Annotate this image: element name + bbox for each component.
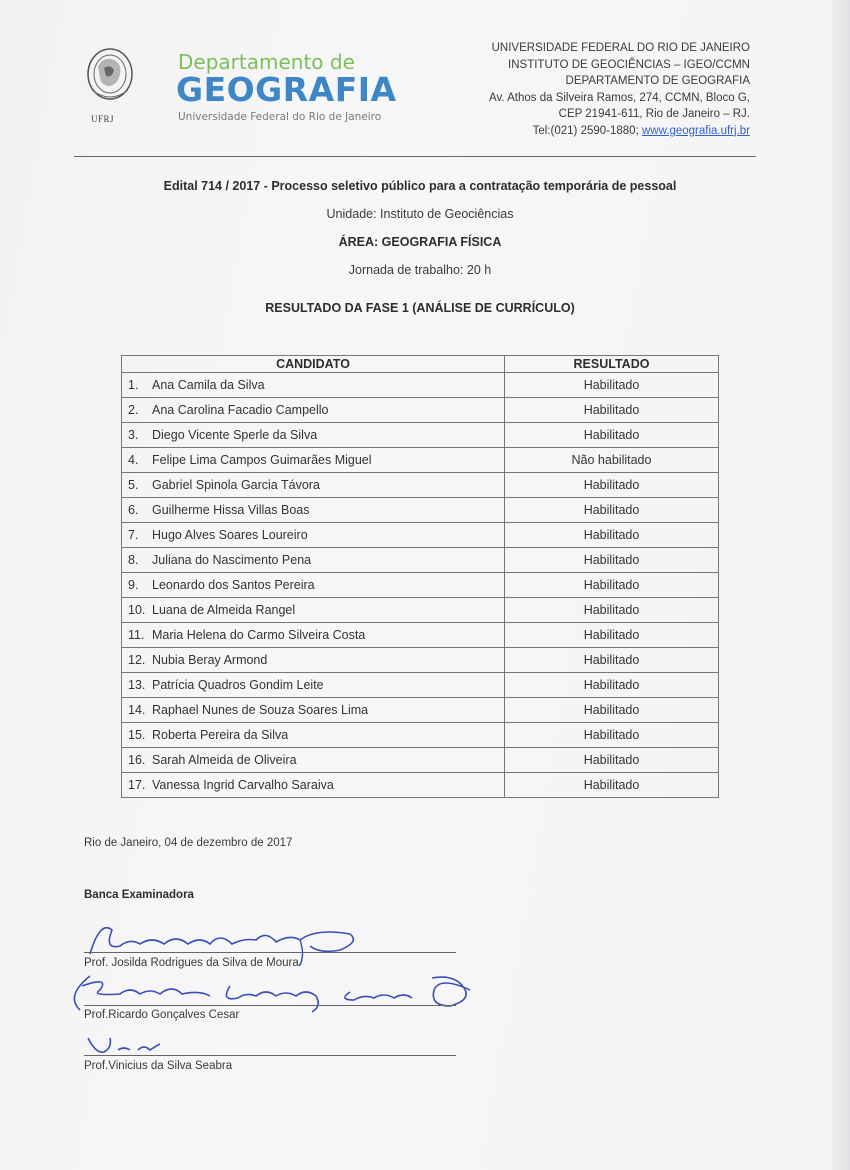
unidade-line: Unidade: Instituto de Geociências xyxy=(326,207,514,221)
table-row xyxy=(122,473,719,498)
candidate-cell xyxy=(122,398,505,423)
address-line: Av. Athos da Silveira Ramos, 274, CCMN, Bloco G, xyxy=(489,91,750,104)
resultado-heading: RESULTADO DA FASE 1 (ANÁLISE DE CURRÍCULO) xyxy=(265,301,575,315)
candidate-cell xyxy=(122,473,505,498)
signatory-name: Prof. Josilda Rodrigues da Silva de Moura xyxy=(84,957,299,969)
logo-geografia: GEOGRAFIA xyxy=(176,70,397,109)
table-row xyxy=(122,698,719,723)
candidate-cell xyxy=(122,373,505,398)
candidate-number: 12. xyxy=(128,653,146,667)
jornada-line: Jornada de trabalho: 20 h xyxy=(348,263,492,277)
header-divider xyxy=(74,156,756,157)
address-line: CEP 21941-611, Rio de Janeiro – RJ. xyxy=(558,108,750,120)
candidate-cell xyxy=(122,598,505,623)
result-cell: Habilitado xyxy=(505,648,719,673)
candidate-name: Ana Camila da Silva xyxy=(152,378,265,392)
result-cell: Habilitado xyxy=(505,398,719,423)
table-row xyxy=(122,398,719,423)
ufrj-seal-label: UFRJ xyxy=(91,114,115,124)
candidate-number: 9. xyxy=(128,578,139,592)
table-row xyxy=(122,448,719,473)
result-cell: Habilitado xyxy=(505,623,719,648)
table-row xyxy=(122,773,719,798)
candidate-cell xyxy=(122,573,505,598)
column-header-candidato: CANDIDATO xyxy=(122,356,505,373)
website-link[interactable]: www.geografia.ufrj.br xyxy=(641,124,750,137)
candidate-name: Luana de Almeida Rangel xyxy=(152,603,296,617)
candidate-number: 3. xyxy=(128,428,139,442)
candidate-number: 13. xyxy=(128,678,146,692)
column-header-resultado: RESULTADO xyxy=(505,356,719,373)
candidate-number: 16. xyxy=(128,753,146,767)
candidate-cell xyxy=(122,698,505,723)
table-row xyxy=(122,673,719,698)
scan-edge xyxy=(832,0,850,1170)
candidate-number: 15. xyxy=(128,728,146,742)
result-cell: Não habilitado xyxy=(505,448,719,473)
document-date: Rio de Janeiro, 04 de dezembro de 2017 xyxy=(84,837,293,849)
area-line: ÁREA: GEOGRAFIA FÍSICA xyxy=(338,235,502,249)
candidate-name: Diego Vicente Sperle da Silva xyxy=(152,428,318,442)
table-row xyxy=(122,598,719,623)
candidate-name: Patrícia Quadros Gondim Leite xyxy=(152,678,324,692)
edital-title: Edital 714 / 2017 - Processo seletivo público para a contratação temporária de pessoal xyxy=(163,179,677,193)
candidate-cell xyxy=(122,498,505,523)
table-row xyxy=(122,523,719,548)
table-row xyxy=(122,648,719,673)
table-row xyxy=(122,623,719,648)
table-row xyxy=(122,373,719,398)
result-cell: Habilitado xyxy=(505,773,719,798)
candidate-number: 5. xyxy=(128,478,139,492)
table-row xyxy=(122,723,719,748)
result-cell: Habilitado xyxy=(505,423,719,448)
candidate-cell xyxy=(122,548,505,573)
candidate-cell xyxy=(122,448,505,473)
candidate-number: 10. xyxy=(128,603,146,617)
result-cell: Habilitado xyxy=(505,748,719,773)
address-line: DEPARTAMENTO DE GEOGRAFIA xyxy=(565,75,750,87)
candidate-number: 14. xyxy=(128,703,146,717)
contact-line xyxy=(489,123,750,140)
candidate-cell xyxy=(122,423,505,448)
candidate-name: Leonardo dos Santos Pereira xyxy=(152,578,315,592)
result-cell: Habilitado xyxy=(505,723,719,748)
signatory-name: Prof.Vinicius da Silva Seabra xyxy=(84,1060,233,1072)
candidate-name: Guilherme Hissa Villas Boas xyxy=(152,503,310,517)
candidate-cell xyxy=(122,648,505,673)
result-cell: Habilitado xyxy=(505,573,719,598)
candidate-number: 7. xyxy=(128,528,139,542)
address-line: INSTITUTO DE GEOCIÊNCIAS – IGEO/CCMN xyxy=(508,58,750,71)
candidate-name: Roberta Pereira da Silva xyxy=(152,728,289,742)
telephone: Tel:(021) 2590-1880; xyxy=(532,124,642,137)
candidate-name: Maria Helena do Carmo Silveira Costa xyxy=(152,628,366,642)
candidate-name: Felipe Lima Campos Guimarães Miguel xyxy=(152,453,372,467)
candidate-number: 17. xyxy=(128,778,146,792)
result-cell: Habilitado xyxy=(505,548,719,573)
candidate-name: Raphael Nunes de Souza Soares Lima xyxy=(152,703,369,717)
table-row xyxy=(122,748,719,773)
candidate-name: Hugo Alves Soares Loureiro xyxy=(152,528,308,542)
result-cell: Habilitado xyxy=(505,523,719,548)
signature-line xyxy=(84,952,456,953)
result-cell: Habilitado xyxy=(505,373,719,398)
result-cell: Habilitado xyxy=(505,698,719,723)
result-cell: Habilitado xyxy=(505,473,719,498)
result-cell: Habilitado xyxy=(505,498,719,523)
candidate-number: 1. xyxy=(128,378,139,392)
address-line: UNIVERSIDADE FEDERAL DO RIO DE JANEIRO xyxy=(491,42,750,54)
logo-department-line: Departamento de xyxy=(178,50,355,74)
candidate-name: Nubia Beray Armond xyxy=(152,653,268,667)
candidate-number: 2. xyxy=(128,403,139,417)
candidate-cell xyxy=(122,523,505,548)
result-cell: Habilitado xyxy=(505,598,719,623)
table-header-row xyxy=(122,356,719,373)
signature-line xyxy=(84,1055,456,1056)
candidate-number: 8. xyxy=(128,553,139,567)
candidate-cell xyxy=(122,723,505,748)
ufrj-seal-icon xyxy=(84,46,136,106)
signatory-name: Prof.Ricardo Gonçalves Cesar xyxy=(84,1009,240,1021)
candidate-cell xyxy=(122,748,505,773)
candidate-cell xyxy=(122,773,505,798)
table-row xyxy=(122,423,719,448)
logo-university-line: Universidade Federal do Rio de Janeiro xyxy=(178,111,382,123)
candidate-cell xyxy=(122,623,505,648)
table-row xyxy=(122,573,719,598)
candidate-cell xyxy=(122,673,505,698)
candidate-name: Juliana do Nascimento Pena xyxy=(152,553,312,567)
candidate-number: 11. xyxy=(128,628,145,642)
candidate-name: Gabriel Spinola Garcia Távora xyxy=(152,478,320,492)
candidate-name: Sarah Almeida de Oliveira xyxy=(152,753,297,767)
result-cell: Habilitado xyxy=(505,673,719,698)
banca-heading: Banca Examinadora xyxy=(84,889,194,901)
candidate-number: 6. xyxy=(128,503,139,517)
institution-address xyxy=(489,40,750,139)
candidate-number: 4. xyxy=(128,453,139,467)
candidate-name: Vanessa Ingrid Carvalho Saraiva xyxy=(152,778,334,792)
candidate-name: Ana Carolina Facadio Campello xyxy=(152,403,329,417)
table-row xyxy=(122,548,719,573)
table-row xyxy=(122,498,719,523)
results-table xyxy=(121,355,719,798)
signature-line xyxy=(84,1005,456,1006)
